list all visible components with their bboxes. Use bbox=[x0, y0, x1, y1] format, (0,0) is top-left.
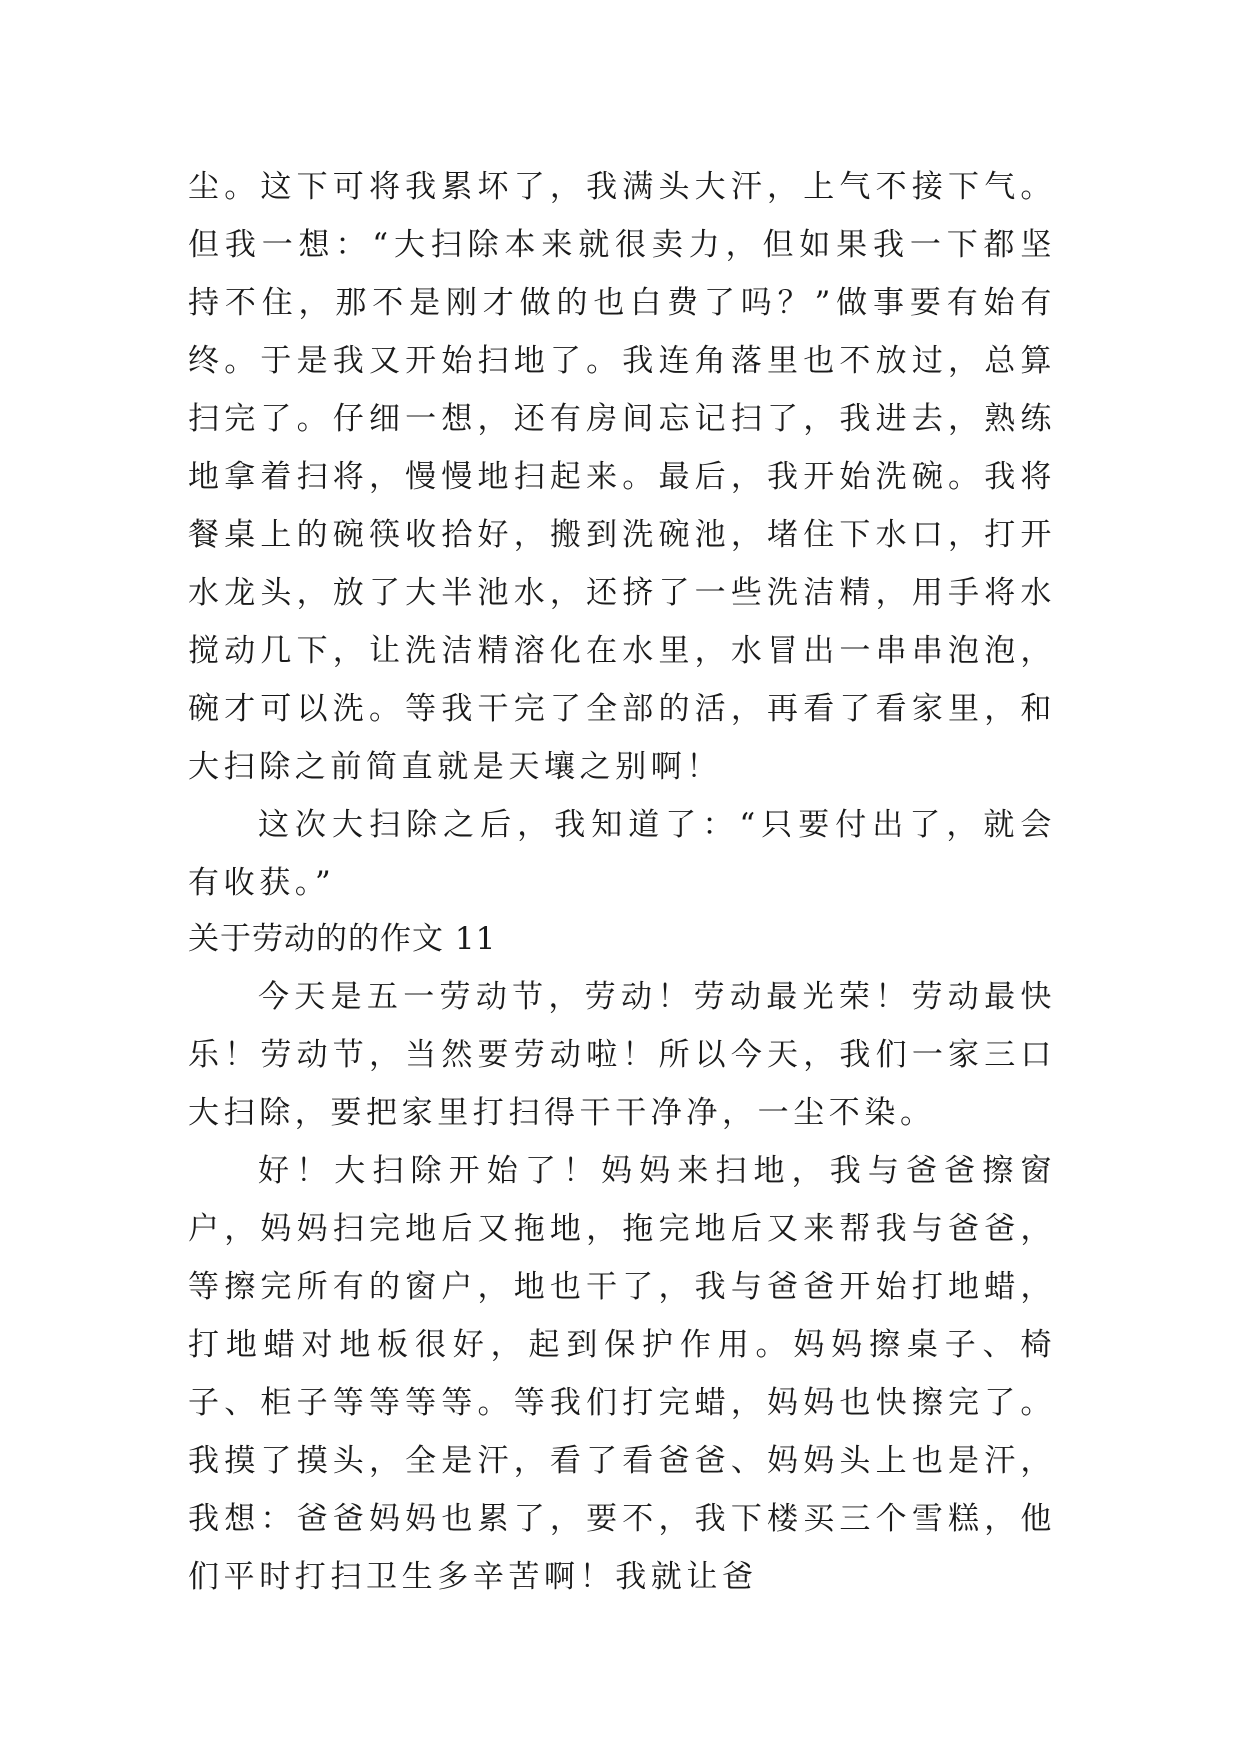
paragraph-continued: 尘。这下可将我累坏了，我满头大汗，上气不接下气。但我一想：“大扫除本来就很卖力，但如果我一下都坚持不住，那不是刚才做的也白费了吗？”做事要有始有终。于是我又开始扫地了。我连角落里也不放过，总算扫完了。仔细一想，还有房间忘记扫了，我进去，熟练地拿着扫将，慢慢地扫起来。最后，我开始洗碗。我将餐桌上的碗筷收拾好，搬到洗碗池，堵住下水口，打开水龙头，放了大半池水，还挤了一些洗洁精，用手将水搅动几下，让洗洁精溶化在水里，水冒出一串串泡泡，碗才可以洗。等我干完了全部的活，再看了看家里，和大扫除之前简直就是天壤之别啊！ bbox=[188, 169, 1056, 785]
paragraph-intro: 今天是五一劳动节，劳动！劳动最光荣！劳动最快乐！劳动节，当然要劳动啦！所以今天，我们一家三口大扫除，要把家里打扫得干干净净，一尘不染。 bbox=[188, 979, 1056, 1131]
essay-section-previous bbox=[188, 158, 1056, 912]
paragraph-conclusion: 这次大扫除之后，我知道了：“只要付出了，就会有收获。” bbox=[188, 807, 1056, 901]
paragraph-body: 好！大扫除开始了！妈妈来扫地，我与爸爸擦窗户，妈妈扫完地后又拖地，拖完地后又来帮我与爸爸，等擦完所有的窗户，地也干了，我与爸爸开始打地蜡，打地蜡对地板很好，起到保护作用。妈妈擦桌子、椅子、柜子等等等等。等我们打完蜡，妈妈也快擦完了。我摸了摸头，全是汗，看了看爸爸、妈妈头上也是汗，我想：爸爸妈妈也累了，要不，我下楼买三个雪糕，他们平时打扫卫生多辛苦啊！我就让爸 bbox=[188, 1153, 1056, 1595]
essay-section-11 bbox=[188, 968, 1056, 1606]
essay-heading: 关于劳动的的作文 11 bbox=[188, 921, 497, 957]
